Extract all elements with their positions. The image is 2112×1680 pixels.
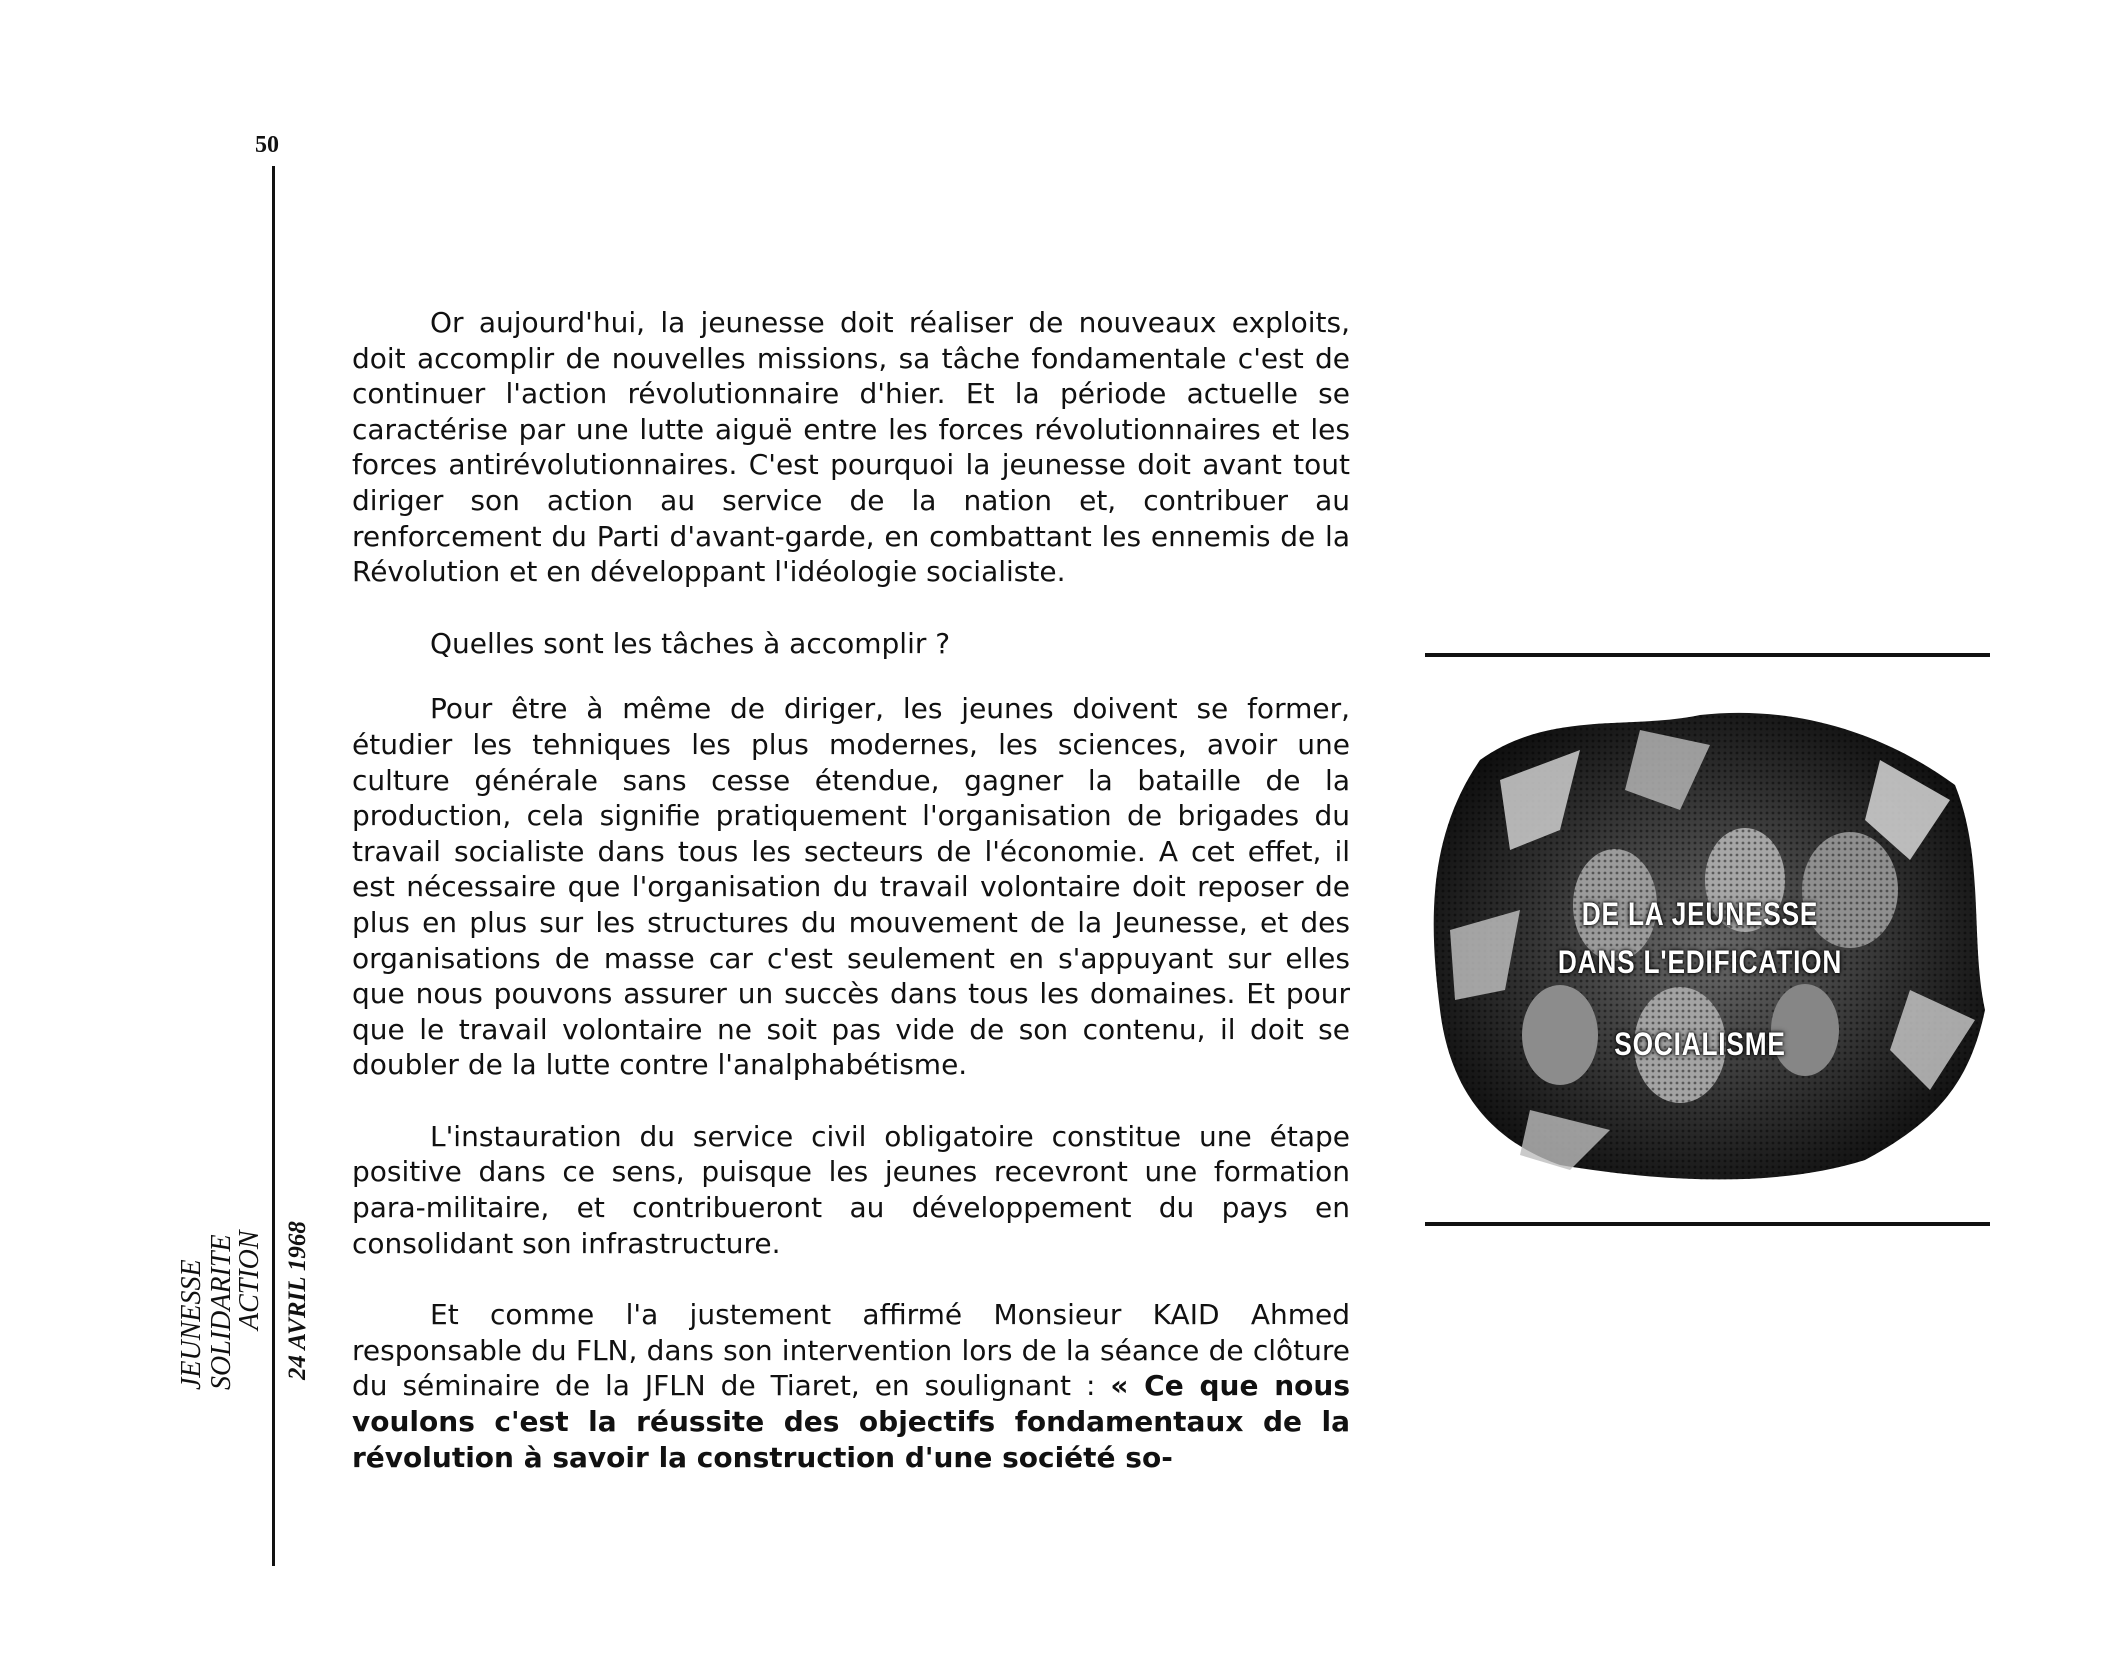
article-paragraph-1: Or aujourd'hui, la jeunesse doit réaliser de nouveaux exploits, doit accomplir de nouvelles missions, sa tâche fondamentale c'est de continuer l'action révolutionnaire d'hier. Et la période actuelle se caractérise par une lutte aiguë entre les forces révolutionnaires et les forces antirévolutionnaires. C'est pourquoi la jeunesse doit avant tout diriger son action au service de la nation et, contribuer au renforcement du Parti d'avant-garde, en combattant les ennemis de la Révolution et en développant l'idéologie socialiste. bbox=[352, 306, 1350, 589]
side-masthead bbox=[176, 1160, 265, 1390]
article-paragraph-3: L'instauration du service civil obligatoire constitue une étape positive dans ce sens, puisque les jeunes recevront une formation para-militaire, et contribueront au développement du pays en consolidant son infrastructure. bbox=[352, 1119, 1350, 1260]
masthead-solidarite: SOLIDARITE bbox=[206, 1234, 237, 1390]
illustration-top-rule bbox=[1425, 653, 1990, 657]
illustration-title bbox=[1462, 890, 1938, 1068]
illustration-title-line-3: SOCIALISME bbox=[1614, 1026, 1786, 1062]
article-paragraph-4-text: Et comme l'a justement affirmé Monsieur KAID Ahmed responsable du FLN, dans son intervention lors de la séance de clôture du séminaire de la JFLN de Tiaret, en soulignant : bbox=[352, 1298, 1350, 1403]
article-question: Quelles sont les tâches à accomplir ? bbox=[430, 626, 951, 660]
page-number: 50 bbox=[255, 132, 279, 158]
margin-rule bbox=[272, 166, 275, 1566]
article-paragraph-4 bbox=[352, 1297, 1350, 1475]
masthead-action: ACTION bbox=[234, 1230, 265, 1330]
illustration-title-line-2: DANS L'EDIFICATION bbox=[1557, 944, 1843, 980]
article-quote: « Ce que nous voulons c'est la réussite des objectifs fondamentaux de la révolution à savoir la construction d'une société so- bbox=[352, 1369, 1350, 1474]
article-body bbox=[352, 305, 1350, 1475]
masthead-jeunesse: JEUNESSE bbox=[176, 1259, 207, 1390]
article-paragraph-2: Pour être à même de diriger, les jeunes doivent se former, étudier les tehniques les plus modernes, les sciences, avoir une culture générale sans cesse étendue, gagner la bataille de la production, cela signifie pratiquement l'organisation de brigades du travail socialiste dans tous les secteurs de l'économie. A cet effet, il est nécessaire que l'organisation du travail volontaire doit reposer de plus en plus sur les structures du mouvement de la Jeunesse, et des organisations de masse car c'est seulement en s'appuyant sur elles que nous pouvons assurer un succès dans tous les domaines. Et pour que le travail volontaire ne soit pas vide de son contenu, il doit se doubler de la lutte contre l'analphabétisme. bbox=[352, 692, 1350, 1082]
issue-date: 24 AVRIL 1968 bbox=[284, 1221, 311, 1380]
illustration-bottom-rule bbox=[1425, 1222, 1990, 1226]
illustration-title-line-1: DE LA JEUNESSE bbox=[1581, 896, 1819, 932]
